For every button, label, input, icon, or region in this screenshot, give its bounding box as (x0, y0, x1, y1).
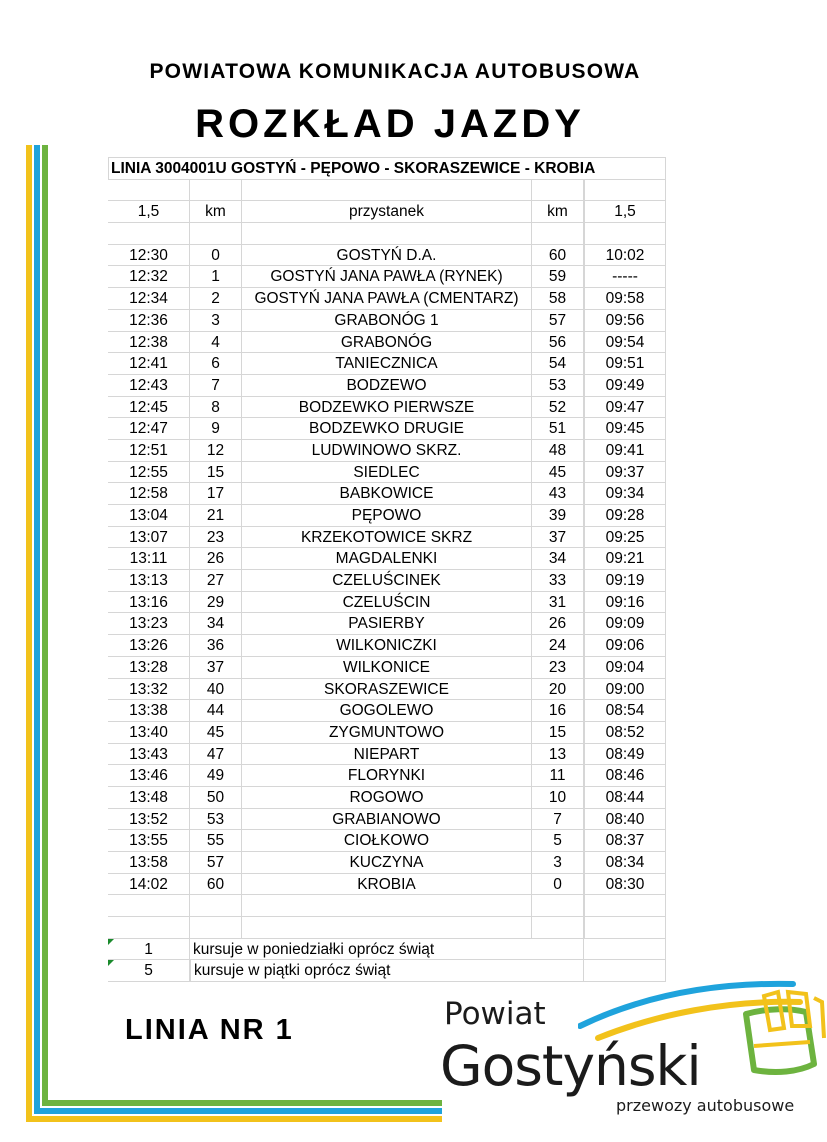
stop-name: ROGOWO (242, 787, 532, 809)
return-time: 10:02 (584, 245, 666, 267)
km-from-start: 55 (190, 830, 242, 852)
return-time: 09:00 (584, 679, 666, 701)
empty-cell (242, 917, 532, 939)
return-time: 08:30 (584, 874, 666, 896)
km-from-start: 1 (190, 266, 242, 288)
km-from-start: 60 (190, 874, 242, 896)
km-from-start: 50 (190, 787, 242, 809)
departure-time: 13:04 (108, 505, 190, 527)
km-to-end: 0 (532, 874, 584, 896)
return-time: 08:49 (584, 744, 666, 766)
stop-name: MAGDALENKI (242, 548, 532, 570)
empty-cell (584, 939, 666, 961)
column-header: 1,5 (108, 201, 190, 223)
return-time: 08:52 (584, 722, 666, 744)
logo-tagline: przewozy autobusowe (616, 1096, 795, 1115)
km-to-end: 26 (532, 613, 584, 635)
decorative-stripe-yellow (26, 1116, 442, 1122)
km-from-start: 34 (190, 613, 242, 635)
empty-cell (584, 895, 666, 917)
departure-time: 13:07 (108, 527, 190, 549)
km-from-start: 8 (190, 397, 242, 419)
km-to-end: 31 (532, 592, 584, 614)
stop-name: TANIECZNICA (242, 353, 532, 375)
km-from-start: 26 (190, 548, 242, 570)
km-to-end: 52 (532, 397, 584, 419)
stop-name: BABKOWICE (242, 483, 532, 505)
note-code: 5 (108, 960, 190, 982)
return-time: 09:58 (584, 288, 666, 310)
departure-time: 13:23 (108, 613, 190, 635)
km-from-start: 40 (190, 679, 242, 701)
stop-name: NIEPART (242, 744, 532, 766)
departure-time: 12:51 (108, 440, 190, 462)
km-to-end: 16 (532, 700, 584, 722)
km-to-end: 53 (532, 375, 584, 397)
return-time: 09:45 (584, 418, 666, 440)
stop-name: BODZEWKO PIERWSZE (242, 397, 532, 419)
stop-name: BODZEWKO DRUGIE (242, 418, 532, 440)
stop-name: BODZEWO (242, 375, 532, 397)
empty-cell (108, 180, 190, 202)
departure-time: 13:38 (108, 700, 190, 722)
return-time: 08:37 (584, 830, 666, 852)
km-from-start: 57 (190, 852, 242, 874)
km-from-start: 7 (190, 375, 242, 397)
km-from-start: 6 (190, 353, 242, 375)
stop-name: GOSTYŃ D.A. (242, 245, 532, 267)
km-to-end: 5 (532, 830, 584, 852)
stop-name: KROBIA (242, 874, 532, 896)
km-to-end: 60 (532, 245, 584, 267)
return-time: 08:46 (584, 765, 666, 787)
return-time: 08:34 (584, 852, 666, 874)
km-from-start: 21 (190, 505, 242, 527)
return-time: 09:54 (584, 332, 666, 354)
departure-time: 12:47 (108, 418, 190, 440)
page-title: ROZKŁAD JAZDY (195, 102, 585, 146)
km-from-start: 15 (190, 462, 242, 484)
departure-time: 13:11 (108, 548, 190, 570)
empty-cell (532, 895, 584, 917)
stop-name: WILKONICE (242, 657, 532, 679)
km-to-end: 33 (532, 570, 584, 592)
company-logo (438, 968, 827, 1142)
return-time: 09:09 (584, 613, 666, 635)
km-to-end: 57 (532, 310, 584, 332)
empty-cell (532, 917, 584, 939)
stop-name: LUDWINOWO SKRZ. (242, 440, 532, 462)
logo-text-gostynski: Gostyński (440, 1034, 701, 1098)
km-from-start: 4 (190, 332, 242, 354)
km-to-end: 51 (532, 418, 584, 440)
stop-name: KUCZYNA (242, 852, 532, 874)
km-from-start: 0 (190, 245, 242, 267)
departure-time: 12:38 (108, 332, 190, 354)
stop-name: FLORYNKI (242, 765, 532, 787)
km-to-end: 10 (532, 787, 584, 809)
km-from-start: 23 (190, 527, 242, 549)
km-to-end: 11 (532, 765, 584, 787)
stop-name: CZELUŚCIN (242, 592, 532, 614)
km-from-start: 44 (190, 700, 242, 722)
stop-name: GOGOLEWO (242, 700, 532, 722)
departure-time: 13:13 (108, 570, 190, 592)
departure-time: 13:55 (108, 830, 190, 852)
empty-cell (242, 223, 532, 245)
return-time: 09:49 (584, 375, 666, 397)
km-from-start: 49 (190, 765, 242, 787)
departure-time: 13:40 (108, 722, 190, 744)
km-to-end: 15 (532, 722, 584, 744)
km-to-end: 39 (532, 505, 584, 527)
km-from-start: 17 (190, 483, 242, 505)
stop-name: GRABONÓG (242, 332, 532, 354)
km-to-end: 3 (532, 852, 584, 874)
empty-cell (190, 223, 242, 245)
stop-name: SKORASZEWICE (242, 679, 532, 701)
stop-name: GOSTYŃ JANA PAWŁA (CMENTARZ) (242, 288, 532, 310)
departure-time: 12:32 (108, 266, 190, 288)
return-time: 08:44 (584, 787, 666, 809)
column-header: km (190, 201, 242, 223)
return-time: 09:25 (584, 527, 666, 549)
departure-time: 13:26 (108, 635, 190, 657)
empty-cell (190, 180, 242, 202)
departure-time: 12:55 (108, 462, 190, 484)
departure-time: 13:43 (108, 744, 190, 766)
departure-time: 12:58 (108, 483, 190, 505)
empty-cell (532, 223, 584, 245)
return-time: 09:19 (584, 570, 666, 592)
empty-cell (242, 895, 532, 917)
return-time: 09:34 (584, 483, 666, 505)
empty-cell (584, 917, 666, 939)
return-time: 09:04 (584, 657, 666, 679)
stop-name: GRABIANOWO (242, 809, 532, 831)
timetable-grid (108, 157, 666, 982)
km-from-start: 45 (190, 722, 242, 744)
decorative-stripe-blue (34, 145, 40, 1114)
decorative-stripe-yellow (26, 145, 32, 1122)
departure-time: 12:30 (108, 245, 190, 267)
stop-name: PĘPOWO (242, 505, 532, 527)
departure-time: 13:16 (108, 592, 190, 614)
km-to-end: 45 (532, 462, 584, 484)
departure-time: 13:32 (108, 679, 190, 701)
return-time: 08:54 (584, 700, 666, 722)
return-time: 09:37 (584, 462, 666, 484)
km-to-end: 56 (532, 332, 584, 354)
timetable-sheet (108, 157, 666, 982)
return-time: 09:28 (584, 505, 666, 527)
km-to-end: 7 (532, 809, 584, 831)
decorative-stripe-blue (34, 1108, 442, 1114)
line-route-title: LINIA 3004001U GOSTYŃ - PĘPOWO - SKORASZEWICE - KROBIA (108, 158, 666, 180)
note-text: kursuje w piątki oprócz świąt (190, 960, 584, 982)
stop-name: ZYGMUNTOWO (242, 722, 532, 744)
departure-time: 13:52 (108, 809, 190, 831)
km-to-end: 20 (532, 679, 584, 701)
km-from-start: 27 (190, 570, 242, 592)
departure-time: 12:34 (108, 288, 190, 310)
stop-name: CIOŁKOWO (242, 830, 532, 852)
departure-time: 13:28 (108, 657, 190, 679)
return-time: 09:16 (584, 592, 666, 614)
km-to-end: 59 (532, 266, 584, 288)
km-from-start: 12 (190, 440, 242, 462)
departure-time: 12:45 (108, 397, 190, 419)
departure-time: 12:41 (108, 353, 190, 375)
return-time: 09:06 (584, 635, 666, 657)
return-time: 09:41 (584, 440, 666, 462)
column-header: przystanek (242, 201, 532, 223)
logo-text-powiat: Powiat (444, 996, 546, 1032)
km-to-end: 34 (532, 548, 584, 570)
empty-cell (584, 223, 666, 245)
stop-name: SIEDLEC (242, 462, 532, 484)
return-time: 09:21 (584, 548, 666, 570)
column-header: km (532, 201, 584, 223)
km-to-end: 37 (532, 527, 584, 549)
empty-cell (190, 917, 242, 939)
km-from-start: 37 (190, 657, 242, 679)
km-from-start: 53 (190, 809, 242, 831)
empty-cell (584, 180, 666, 202)
departure-time: 12:43 (108, 375, 190, 397)
km-from-start: 29 (190, 592, 242, 614)
km-to-end: 13 (532, 744, 584, 766)
departure-time: 13:46 (108, 765, 190, 787)
departure-time: 13:58 (108, 852, 190, 874)
column-header: 1,5 (584, 201, 666, 223)
note-code: 1 (108, 939, 190, 961)
decorative-stripe-green (42, 1100, 442, 1106)
note-text: kursuje w poniedziałki oprócz świąt (190, 939, 584, 961)
return-time: 09:56 (584, 310, 666, 332)
km-from-start: 36 (190, 635, 242, 657)
km-to-end: 58 (532, 288, 584, 310)
empty-cell (108, 223, 190, 245)
empty-cell (242, 180, 532, 202)
km-from-start: 9 (190, 418, 242, 440)
km-from-start: 2 (190, 288, 242, 310)
km-to-end: 54 (532, 353, 584, 375)
empty-cell (532, 180, 584, 202)
decorative-stripe-green (42, 145, 48, 1106)
empty-cell (108, 895, 190, 917)
empty-cell (190, 895, 242, 917)
stop-name: CZELUŚCINEK (242, 570, 532, 592)
stop-name: WILKONICZKI (242, 635, 532, 657)
empty-cell (108, 917, 190, 939)
km-to-end: 48 (532, 440, 584, 462)
departure-time: 12:36 (108, 310, 190, 332)
company-name: POWIATOWA KOMUNIKACJA AUTOBUSOWA (149, 60, 641, 83)
return-time: 09:51 (584, 353, 666, 375)
return-time: ----- (584, 266, 666, 288)
departure-time: 14:02 (108, 874, 190, 896)
km-to-end: 23 (532, 657, 584, 679)
return-time: 09:47 (584, 397, 666, 419)
stop-name: GRABONÓG 1 (242, 310, 532, 332)
km-from-start: 47 (190, 744, 242, 766)
km-to-end: 43 (532, 483, 584, 505)
departure-time: 13:48 (108, 787, 190, 809)
stop-name: GOSTYŃ JANA PAWŁA (RYNEK) (242, 266, 532, 288)
stop-name: PASIERBY (242, 613, 532, 635)
stop-name: KRZEKOTOWICE SKRZ (242, 527, 532, 549)
line-number-label: LINIA NR 1 (125, 1014, 294, 1046)
return-time: 08:40 (584, 809, 666, 831)
km-to-end: 24 (532, 635, 584, 657)
km-from-start: 3 (190, 310, 242, 332)
